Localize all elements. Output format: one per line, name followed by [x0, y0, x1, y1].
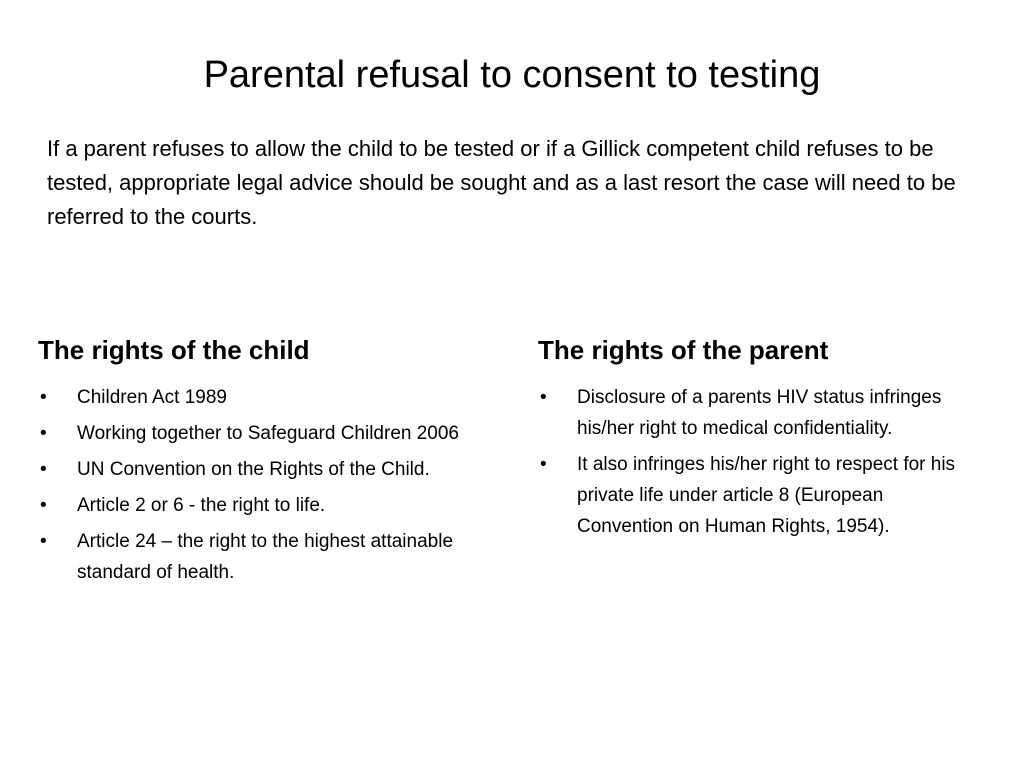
bullet-icon: •	[40, 459, 47, 480]
rights-of-parent-heading: The rights of the parent	[538, 335, 829, 365]
list-item-text: Article 24 – the right to the highest attainable standard of health.	[77, 531, 454, 583]
list-item-text: UN Convention on the Rights of the Child.	[77, 459, 430, 480]
bullet-icon: •	[540, 387, 547, 408]
list-item	[38, 454, 468, 485]
list-item	[38, 382, 468, 413]
slide-title: Parental refusal to consent to testing	[203, 54, 821, 96]
bullet-icon: •	[40, 495, 47, 516]
list-item	[38, 490, 468, 521]
list-item	[538, 449, 968, 542]
bullet-icon: •	[40, 387, 47, 408]
list-item	[38, 418, 468, 449]
list-item-text: Working together to Safeguard Children 2006	[77, 423, 460, 444]
bullet-icon: •	[40, 531, 47, 552]
list-item	[538, 382, 968, 444]
intro-paragraph: If a parent refuses to allow the child to be tested or if a Gillick competent child refuses to be tested, appropriate legal advice should be sought and as a last resort the case will need to be referred to the courts.	[47, 136, 956, 229]
list-item-text: It also infringes his/her right to respect for his private life under article 8 (European Convention on Human Rights, 1954).	[577, 454, 956, 537]
rights-of-child-heading: The rights of the child	[38, 335, 310, 365]
rights-of-child-column	[38, 332, 468, 593]
rights-of-parent-list	[538, 382, 968, 542]
list-item-text: Disclosure of a parents HIV status infringes his/her right to medical confidentiality.	[577, 387, 942, 439]
bullet-icon: •	[40, 423, 47, 444]
list-item-text: Children Act 1989	[77, 387, 227, 408]
list-item	[38, 526, 468, 588]
bullet-icon: •	[540, 454, 547, 475]
list-item-text: Article 2 or 6 - the right to life.	[77, 495, 326, 516]
rights-of-parent-column	[538, 332, 968, 547]
rights-of-child-list	[38, 382, 468, 588]
